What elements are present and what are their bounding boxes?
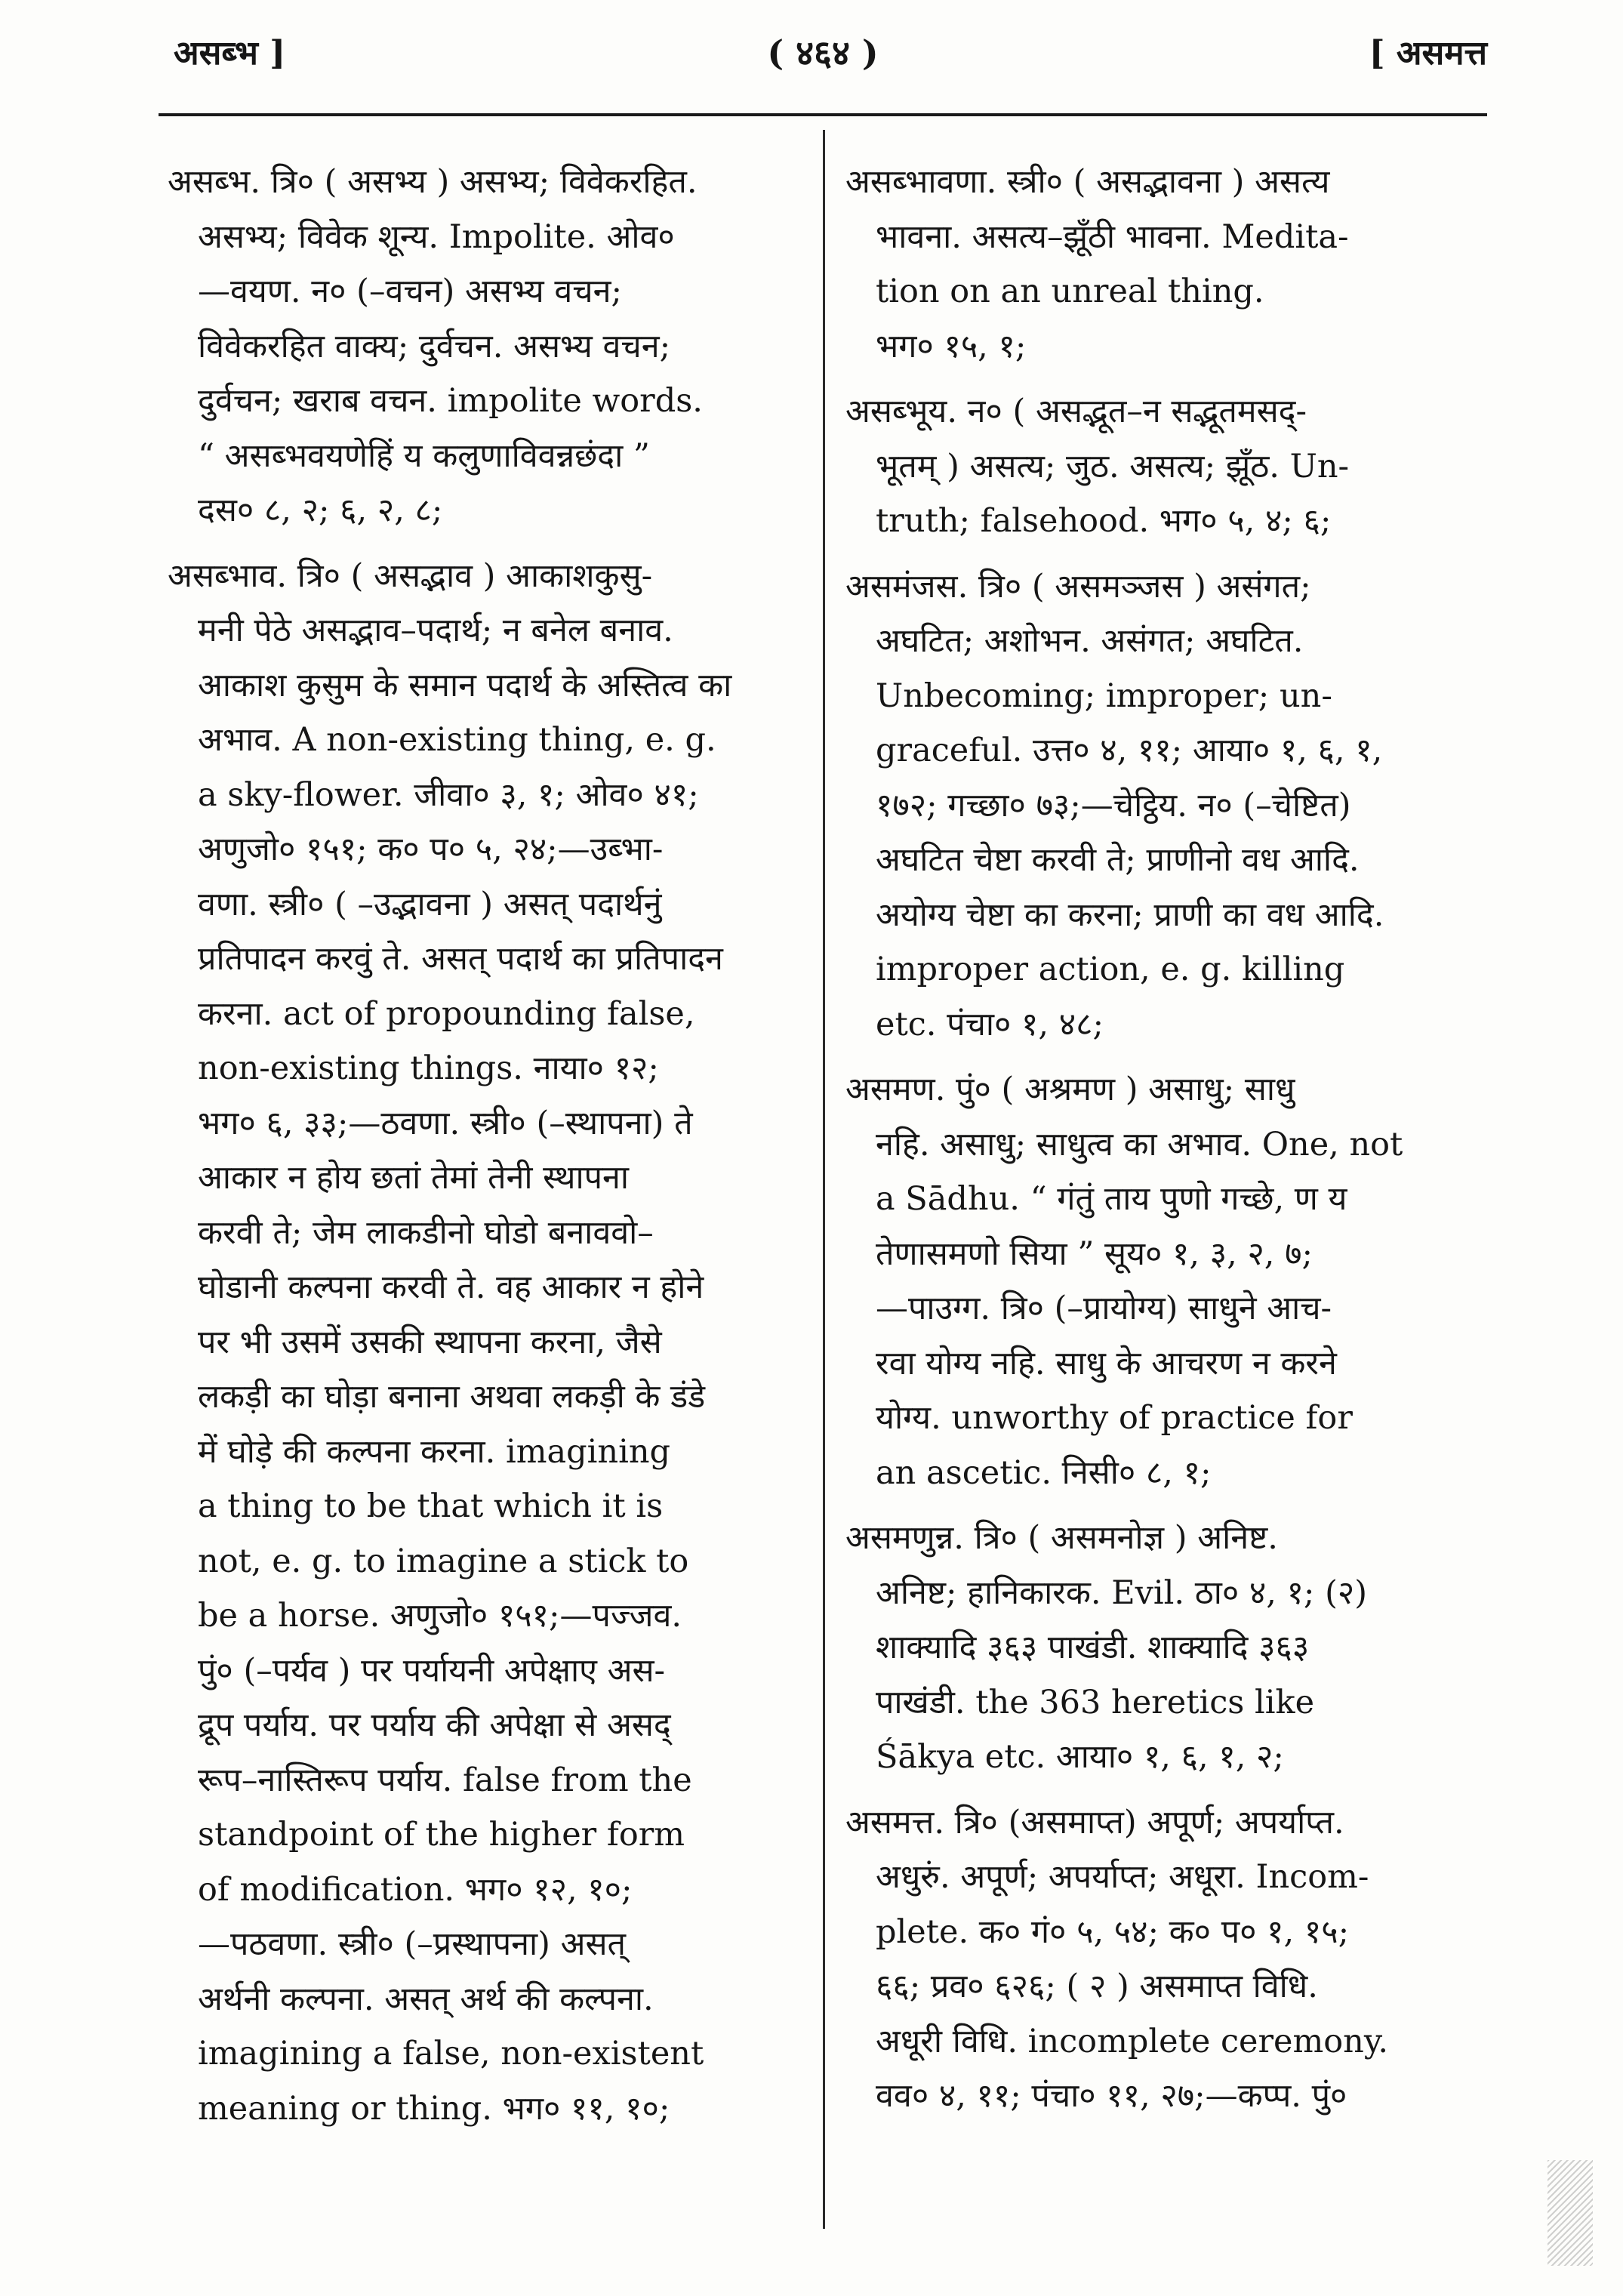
dictionary-line: भावना. असत्य–झूँठी भावना. Medita-	[876, 217, 1349, 256]
dictionary-line: घोडानी कल्पना करवी ते. वह आकार न होने	[198, 1268, 704, 1306]
dictionary-line: अनिष्ट; हानिकारक. Evil. ठा० ४, १; (२)	[876, 1573, 1367, 1612]
dictionary-line: improper action, e. g. killing	[876, 951, 1345, 988]
dictionary-line: में घोड़े की कल्पना करना. imagining	[198, 1432, 671, 1471]
header-left-guideword: असब्भ ]	[174, 34, 286, 72]
scan-edge-noise	[1548, 2160, 1593, 2266]
dictionary-line: १७२; गच्छा० ७३;—चेट्ठिय. न० (–चेष्टित)	[876, 786, 1351, 824]
dictionary-line: truth; falsehood. भग० ५, ४; ६;	[876, 502, 1332, 540]
dictionary-line: करना. act of propounding false,	[198, 994, 695, 1033]
dictionary-line: Unbecoming; improper; un-	[876, 676, 1332, 715]
dictionary-line: not, e. g. to imagine a stick to	[198, 1542, 689, 1580]
dictionary-line: असभ्य; विवेक शून्य. Impolite. ओव०	[198, 217, 675, 256]
column-divider	[823, 130, 825, 2229]
dictionary-line: a thing to be that which it is	[198, 1487, 664, 1525]
dictionary-line: वणा. स्त्री० ( –उद्भावना ) असत् पदार्थनुं	[198, 885, 662, 923]
dictionary-line: असमणुन्न. त्रि० ( असमनोज्ञ ) अनिष्ट.	[845, 1519, 1278, 1557]
dictionary-line: आकार न होय छतां तेमां तेनी स्थापना	[198, 1159, 630, 1197]
dictionary-line: an ascetic. निसी० ८, १;	[876, 1453, 1212, 1492]
dictionary-line: ६६; प्रव० ६२६; ( २ ) असमाप्त विधि.	[876, 1968, 1318, 2005]
dictionary-line: नहि. असाधु; साधुत्व का अभाव. One, not	[876, 1125, 1403, 1163]
header-right-guideword: [ असमत्त	[1369, 34, 1487, 72]
dictionary-line: विवेकरहित वाक्य; दुर्वचन. असभ्य वचन;	[198, 327, 671, 365]
dictionary-line: meaning or thing. भग० ११, १०;	[198, 2089, 670, 2128]
dictionary-line: पर भी उसमें उसकी स्थापना करना, जैसे	[198, 1323, 662, 1361]
left-column	[168, 155, 787, 2136]
dictionary-line: रूप–नास्तिरूप पर्याय. false from the	[198, 1761, 692, 1799]
dictionary-line: standpoint of the higher form	[198, 1816, 685, 1854]
dictionary-line: अधूरी विधि. incomplete ceremony.	[876, 2022, 1389, 2060]
page-header	[159, 29, 1487, 82]
dictionary-line: असब्भूय. न० ( असद्भूत–न सद्भूतमसद्-	[845, 393, 1307, 430]
dictionary-line: असब्भाव. त्रि० ( असद्भाव ) आकाशकुसु-	[168, 556, 653, 595]
dictionary-line: भग० १५, १;	[876, 327, 1027, 365]
dictionary-line: पुं० (–पर्यव ) पर पर्यायनी अपेक्षाए अस-	[198, 1651, 666, 1690]
dictionary-line: शाक्यादि ३६३ पाखंडी. शाक्यादि ३६३	[876, 1629, 1310, 1666]
dictionary-line: द्रूप पर्याय. पर पर्याय की अपेक्षा से असद्	[198, 1706, 671, 1744]
dictionary-line: करवी ते; जेम लाकडीनो घोडो बनाववो–	[198, 1213, 654, 1252]
dictionary-line: दस० ८, २; ६, २, ८;	[198, 492, 443, 529]
dictionary-line: graceful. उत्त० ४, ११; आया० १, ६, १,	[876, 732, 1383, 769]
dictionary-line: भग० ६, ३३;—ठवणा. स्त्री० (–स्थापना) ते	[198, 1104, 693, 1142]
dictionary-line: non-existing things. नाया० १२;	[198, 1049, 659, 1087]
dictionary-line: अयोग्य चेष्टा का करना; प्राणी का वध आदि.	[876, 895, 1384, 934]
dictionary-line: असब्भावणा. स्त्री० ( असद्भावना ) असत्य	[845, 163, 1330, 201]
dictionary-line: —पठवणा. स्त्री० (–प्रस्थापना) असत्	[198, 1925, 627, 1963]
dictionary-line: असमण. पुं० ( अश्रमण ) असाधु; साधु	[845, 1071, 1295, 1108]
dictionary-line: असमत्त. त्रि० (असमाप्त) अपूर्ण; अपर्याप्त.	[845, 1803, 1344, 1841]
header-rule	[159, 113, 1487, 116]
dictionary-line: tion on an unreal thing.	[876, 273, 1264, 310]
dictionary-line: of modification. भग० १२, १०;	[198, 1870, 633, 1909]
dictionary-line: अभाव. A non-existing thing, e. g.	[198, 721, 716, 759]
page-number: ( ४६४ )	[767, 32, 879, 73]
dictionary-line: “ असब्भवयणेहिं य कलुणाविवन्नछंदा ”	[198, 436, 650, 475]
dictionary-line: Śākya etc. आया० १, ६, १, २;	[876, 1738, 1284, 1776]
dictionary-line: अर्थनी कल्पना. असत् अर्थ की कल्पना.	[198, 1980, 654, 2018]
dictionary-line: योग्य. unworthy of practice for	[876, 1399, 1353, 1437]
dictionary-line: a sky-flower. जीवा० ३, १; ओव० ४१;	[198, 775, 699, 814]
dictionary-line: तेणासमणो सिया ” सूय० १, ३, २, ७;	[876, 1234, 1313, 1273]
dictionary-line: अधुरुं. अपूर्ण; अपर्याप्त; अधूरा. Incom-	[876, 1858, 1369, 1896]
dictionary-line: भूतम् ) असत्य; जुठ. असत्य; झूँठ. Un-	[876, 447, 1350, 485]
dictionary-line: मनी पेठे असद्भाव–पदार्थ; न बनेल बनाव.	[198, 612, 673, 649]
dictionary-line: अघटित; अशोभन. असंगत; अघटित.	[876, 622, 1304, 660]
dictionary-line: अघटित चेष्टा करवी ते; प्राणीनो वध आदि.	[876, 841, 1360, 879]
right-column	[845, 155, 1472, 2124]
dictionary-line: रवा योग्य नहि. साधु के आचरण न करने	[876, 1344, 1337, 1382]
dictionary-line: अणुजो० १५१; क० प० ५, २४;—उब्भा-	[198, 831, 664, 868]
dictionary-line: —वयण. न० (–वचन) असभ्य वचन;	[198, 273, 622, 310]
dictionary-line: plete. क० गं० ५, ५४; क० प० १, १५;	[876, 1912, 1350, 1951]
dictionary-line: —पाउग्ग. त्रि० (–प्रायोग्य) साधुने आच-	[876, 1290, 1332, 1327]
dictionary-line: be a horse. अणुजो० १५१;—पज्जव.	[198, 1597, 682, 1635]
dictionary-line: लकड़ी का घोड़ा बनाना अथवा लकड़ी के डंडे	[198, 1378, 706, 1416]
dictionary-line: दुर्वचन; खराब वचन. impolite words.	[198, 382, 703, 420]
dictionary-line: प्रतिपादन करवुं ते. असत् पदार्थ का प्रतिपादन	[198, 940, 723, 978]
dictionary-line: आकाश कुसुम के समान पदार्थ के अस्तित्व का	[198, 666, 732, 704]
dictionary-line: वव० ४, ११; पंचा० ११, २७;—कप्प. पुं०	[876, 2077, 1347, 2115]
dictionary-line: a Sādhu. “ गंतुं ताय पुणो गच्छे, ण य	[876, 1180, 1347, 1218]
dictionary-line: असमंजस. त्रि० ( असमञ्जस ) असंगत;	[845, 567, 1311, 606]
dictionary-line: etc. पंचा० १, ४८;	[876, 1005, 1104, 1043]
dictionary-line: पाखंडी. the 363 heretics like	[876, 1683, 1315, 1721]
dictionary-line: imagining a false, non-existent	[198, 2035, 704, 2073]
dictionary-line: असब्भ. त्रि० ( असभ्य ) असभ्य; विवेकरहित.	[168, 163, 698, 201]
